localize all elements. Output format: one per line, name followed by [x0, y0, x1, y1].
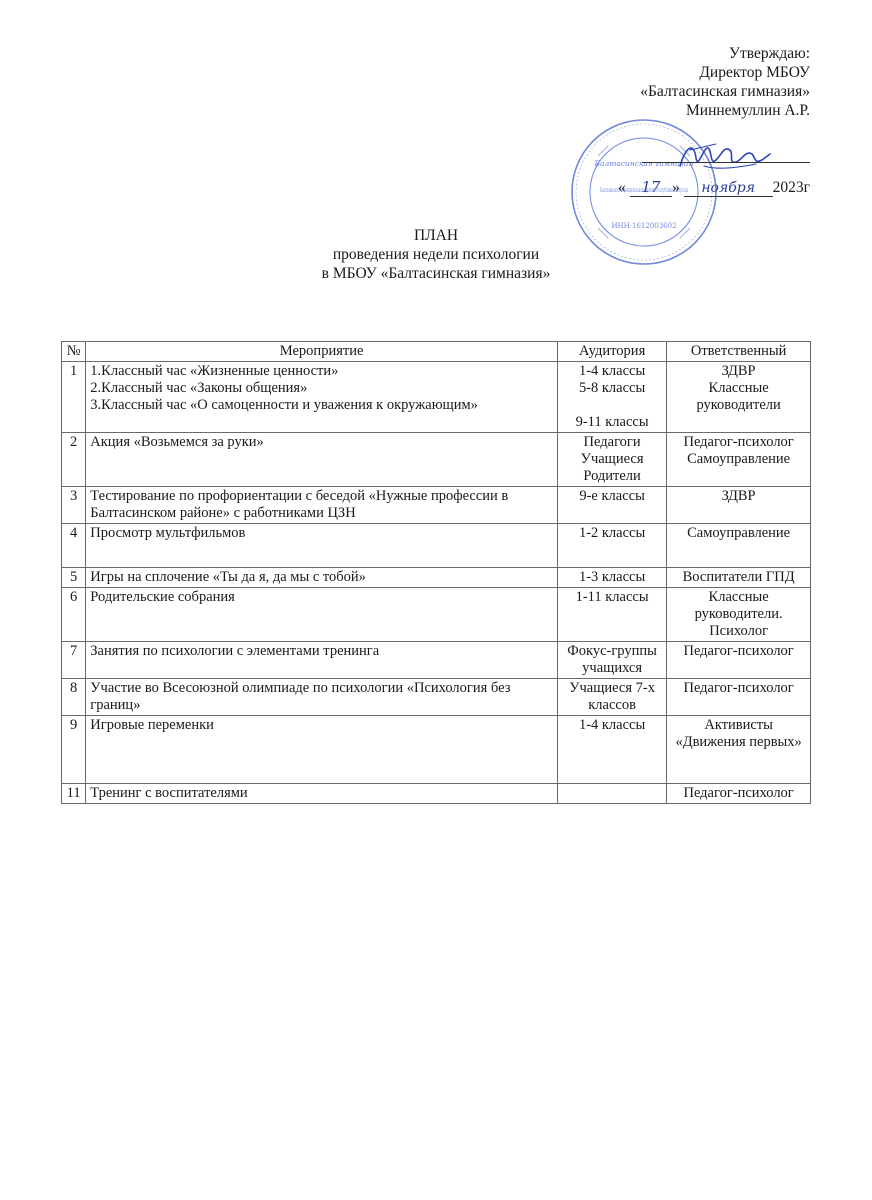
date-month: ноября — [684, 180, 773, 197]
approval-block — [640, 44, 810, 120]
row-num: 3 — [62, 487, 86, 524]
row-events: Занятия по психологии с элементами тренинга — [86, 642, 558, 679]
row-responsible: ЗДВР — [667, 487, 811, 524]
stamp-middle: Балтасинского муниципального района Республики Татарстан — [600, 187, 688, 194]
approval-line-2: Директор МБОУ — [699, 64, 810, 81]
row-num: 1 — [62, 362, 86, 433]
row-events: Просмотр мультфильмов — [86, 524, 558, 568]
table-row — [62, 433, 811, 487]
approval-line-1: Утверждаю: — [729, 45, 810, 62]
row-events: Тестирование по профориентации с беседой «Нужные профессии в Балтасинском районе» с работниками ЦЗН — [86, 487, 558, 524]
row-responsible — [667, 362, 811, 433]
row-responsible: Активисты «Движения первых» — [667, 716, 811, 784]
audience-item: 1-4 классы — [578, 363, 646, 379]
row-events: Игровые переменки — [86, 716, 558, 784]
table-row — [62, 487, 811, 524]
row-audience: Учащиеся 7-х классов — [557, 679, 666, 716]
approval-line-3: «Балтасинская гимназия» — [640, 83, 810, 100]
row-responsible — [667, 433, 811, 487]
row-events: Тренинг с воспитателями — [86, 784, 558, 804]
responsible-item: Педагог-психолог — [683, 434, 794, 450]
stamp-title: Балтасинская гимназия — [594, 159, 694, 168]
table-header-row — [62, 342, 811, 362]
row-num: 4 — [62, 524, 86, 568]
table-row — [62, 362, 811, 433]
row-num: 7 — [62, 642, 86, 679]
document-title — [0, 226, 872, 283]
responsible-item: Классные руководители — [696, 380, 781, 413]
table-row — [62, 568, 811, 588]
audience-item: Педагоги — [583, 434, 641, 450]
header-event: Мероприятие — [86, 342, 558, 362]
row-responsible: Педагог-психолог — [667, 784, 811, 804]
date-quote-open: « — [618, 179, 626, 196]
row-audience — [557, 433, 666, 487]
audience-item: 5-8 классы — [578, 380, 646, 396]
audience-item: Учащиеся — [580, 451, 644, 467]
header-num: № — [62, 342, 86, 362]
event-item: 3.Классный час «О самоценности и уважения к окружающим» — [90, 397, 478, 413]
director-signature — [676, 136, 772, 176]
header-audience: Аудитория — [557, 342, 666, 362]
table-row — [62, 679, 811, 716]
date-day: 17 — [630, 178, 673, 197]
approval-line-4: Миннемуллин А.Р. — [686, 102, 810, 119]
row-responsible: Воспитатели ГПД — [667, 568, 811, 588]
row-num: 6 — [62, 588, 86, 642]
event-item: 1.Классный час «Жизненные ценности» — [90, 363, 339, 379]
title-line-2: проведения недели психологии — [332, 246, 540, 263]
table-row — [62, 588, 811, 642]
approval-date — [618, 178, 810, 197]
row-audience: Фокус-группы учащихся — [557, 642, 666, 679]
row-num: 5 — [62, 568, 86, 588]
table-row — [62, 642, 811, 679]
row-responsible: Самоуправление — [667, 524, 811, 568]
row-audience: 9-е классы — [557, 487, 666, 524]
audience-item: Родители — [583, 468, 641, 484]
row-events: Участие во Всесоюзной олимпиаде по психологии «Психология без границ» — [86, 679, 558, 716]
plan-table — [61, 341, 811, 804]
table-row — [62, 716, 811, 784]
audience-spacer — [562, 397, 662, 414]
row-audience: 1-3 классы — [557, 568, 666, 588]
row-num: 2 — [62, 433, 86, 487]
responsible-item: ЗДВР — [721, 363, 756, 379]
row-audience: 1-4 классы — [557, 716, 666, 784]
row-audience — [557, 784, 666, 804]
row-events: Родительские собрания — [86, 588, 558, 642]
row-num: 11 — [62, 784, 86, 804]
responsible-item: Самоуправление — [687, 451, 791, 467]
row-events: Акция «Возьмемся за руки» — [86, 433, 558, 487]
row-audience — [557, 362, 666, 433]
stamp-inn: ИНН 1612003602 — [611, 222, 677, 230]
table-row — [62, 524, 811, 568]
audience-item: 9-11 классы — [575, 414, 649, 430]
row-audience: 1-11 классы — [557, 588, 666, 642]
row-num: 8 — [62, 679, 86, 716]
row-responsible: Классные руководители. Психолог — [667, 588, 811, 642]
table-row — [62, 784, 811, 804]
header-responsible: Ответственный — [667, 342, 811, 362]
title-line-1: ПЛАН — [413, 227, 459, 244]
row-responsible: Педагог-психолог — [667, 679, 811, 716]
row-audience: 1-2 классы — [557, 524, 666, 568]
row-events: Игры на сплочение «Ты да я, да мы с тобой» — [86, 568, 558, 588]
row-responsible: Педагог-психолог — [667, 642, 811, 679]
row-num: 9 — [62, 716, 86, 784]
date-quote-close: » — [672, 179, 680, 196]
date-year: 2023г — [772, 179, 810, 196]
event-item: 2.Классный час «Законы общения» — [90, 380, 308, 396]
signature-line — [642, 162, 810, 163]
title-line-3: в МБОУ «Балтасинская гимназия» — [321, 265, 551, 282]
row-events — [86, 362, 558, 433]
